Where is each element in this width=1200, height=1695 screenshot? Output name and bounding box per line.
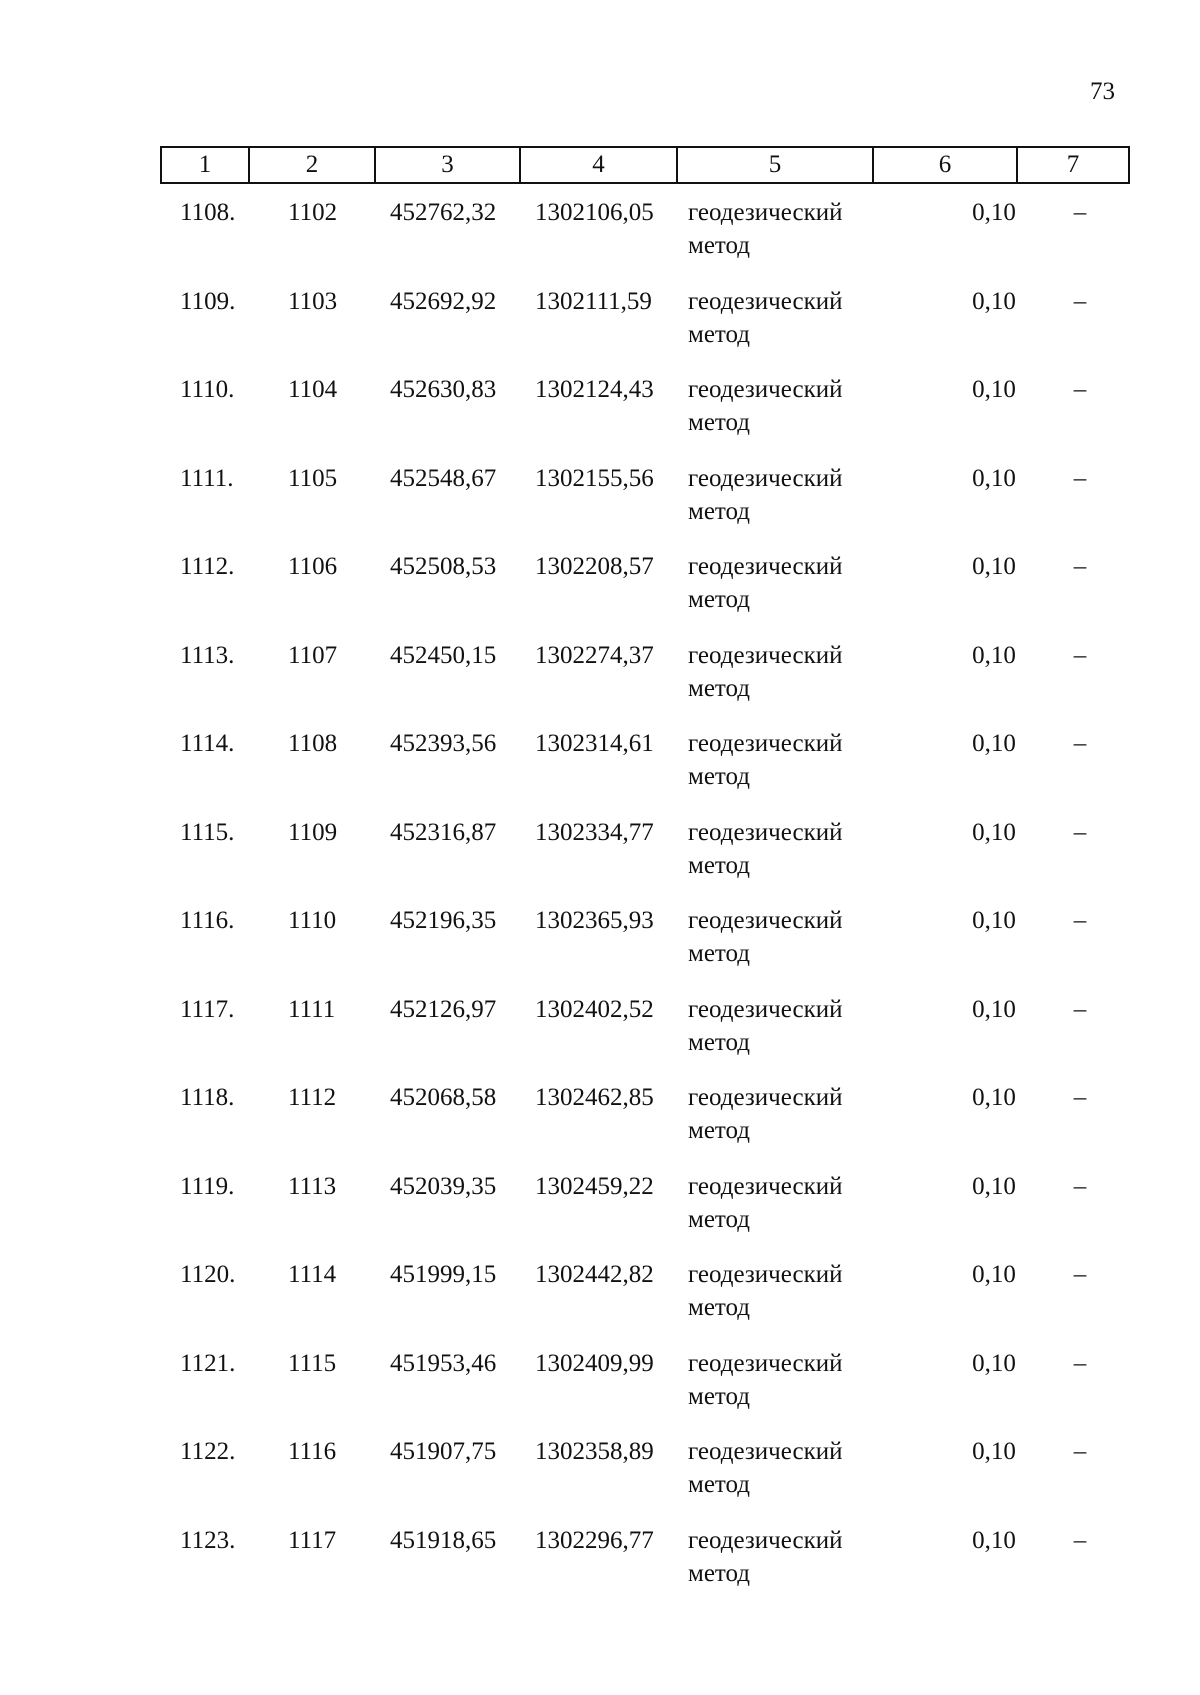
table-row <box>160 550 1128 639</box>
method-line-2: метод <box>688 1559 751 1587</box>
coordinate-x: 452548,67 <box>390 464 497 492</box>
coordinate-x: 452450,15 <box>390 641 497 669</box>
accuracy-value: 0,10 <box>972 199 1016 226</box>
coordinate-y: 1302334,77 <box>535 818 654 846</box>
column-header-7: 7 <box>1017 147 1129 183</box>
coordinate-x: 452393,56 <box>390 730 497 757</box>
coordinate-x: 452692,92 <box>390 287 497 315</box>
method-cell <box>688 727 888 793</box>
method-cell <box>688 1435 888 1501</box>
table-row <box>160 639 1128 728</box>
accuracy-value: 0,10 <box>972 818 1016 846</box>
coordinate-x: 452316,87 <box>390 818 497 846</box>
point-number: 1116 <box>288 1438 337 1465</box>
column-header-5: 5 <box>677 147 873 183</box>
table-row <box>160 373 1128 462</box>
note-value: – <box>1073 287 1087 315</box>
coordinate-x: 452196,35 <box>390 907 497 934</box>
page-number: 73 <box>1090 78 1115 105</box>
table-row <box>160 1081 1128 1170</box>
column-header-6: 6 <box>873 147 1017 183</box>
note-value: – <box>1073 818 1087 846</box>
table-row <box>160 1347 1128 1436</box>
method-cell <box>688 285 888 351</box>
point-number: 1103 <box>288 287 338 315</box>
method-line-2: метод <box>688 851 751 879</box>
method-line-1: геодезический <box>688 1438 843 1465</box>
coordinate-x: 452762,32 <box>390 199 497 226</box>
table-row <box>160 1524 1128 1613</box>
method-cell <box>688 1170 888 1236</box>
point-number: 1104 <box>288 376 338 403</box>
accuracy-value: 0,10 <box>972 1084 1016 1111</box>
point-number: 1102 <box>288 199 338 226</box>
coordinate-y: 1302296,77 <box>535 1526 654 1554</box>
accuracy-value: 0,10 <box>972 907 1016 934</box>
method-line-1: геодезический <box>688 553 843 580</box>
accuracy-value: 0,10 <box>972 287 1016 315</box>
table-row <box>160 727 1128 816</box>
point-number: 1109 <box>288 818 338 846</box>
row-number: 1115. <box>180 818 235 846</box>
point-number: 1105 <box>288 464 338 492</box>
method-line-2: метод <box>688 586 751 613</box>
row-number: 1120. <box>180 1261 236 1288</box>
method-line-1: геодезический <box>688 641 843 669</box>
table-row <box>160 285 1128 374</box>
accuracy-value: 0,10 <box>972 1526 1016 1554</box>
table-row <box>160 462 1128 551</box>
point-number: 1115 <box>288 1349 337 1377</box>
method-line-1: геодезический <box>688 199 843 226</box>
coordinate-y: 1302208,57 <box>535 553 654 580</box>
row-number: 1122. <box>180 1438 236 1465</box>
method-cell <box>688 816 888 882</box>
coordinate-y: 1302111,59 <box>535 287 652 315</box>
point-number: 1106 <box>288 553 338 580</box>
note-value: – <box>1073 995 1087 1023</box>
method-line-2: метод <box>688 940 751 967</box>
accuracy-value: 0,10 <box>972 553 1016 580</box>
row-number: 1114. <box>180 730 235 757</box>
method-cell <box>688 373 888 439</box>
point-number: 1113 <box>288 1172 337 1200</box>
method-line-1: геодезический <box>688 464 843 492</box>
table-row <box>160 1170 1128 1259</box>
note-value: – <box>1073 1084 1087 1111</box>
method-line-1: геодезический <box>688 1084 843 1111</box>
method-cell <box>688 904 888 970</box>
row-number: 1110. <box>180 376 235 403</box>
point-number: 1111 <box>288 995 336 1023</box>
method-line-2: метод <box>688 674 751 702</box>
coordinate-y: 1302124,43 <box>535 376 654 403</box>
table-body <box>160 196 1128 1612</box>
coordinate-y: 1302274,37 <box>535 641 654 669</box>
point-number: 1112 <box>288 1084 337 1111</box>
column-header-row <box>161 147 1129 183</box>
note-value: – <box>1073 730 1087 757</box>
coordinate-y: 1302358,89 <box>535 1438 654 1465</box>
method-cell <box>688 550 888 616</box>
row-number: 1119. <box>180 1172 235 1200</box>
coordinate-y: 1302442,82 <box>535 1261 654 1288</box>
coordinate-x: 452630,83 <box>390 376 497 403</box>
coordinate-x: 451999,15 <box>390 1261 497 1288</box>
point-number: 1107 <box>288 641 338 669</box>
method-line-1: геодезический <box>688 730 843 757</box>
accuracy-value: 0,10 <box>972 730 1016 757</box>
method-line-2: метод <box>688 1294 751 1321</box>
coordinate-y: 1302402,52 <box>535 995 654 1023</box>
accuracy-value: 0,10 <box>972 641 1016 669</box>
note-value: – <box>1073 376 1087 403</box>
note-value: – <box>1073 1526 1087 1554</box>
coordinate-y: 1302314,61 <box>535 730 654 757</box>
row-number: 1108. <box>180 199 236 226</box>
method-cell <box>688 1524 888 1590</box>
point-number: 1117 <box>288 1526 337 1554</box>
coordinate-y: 1302459,22 <box>535 1172 654 1200</box>
coordinate-x: 451907,75 <box>390 1438 497 1465</box>
method-line-2: метод <box>688 1028 751 1056</box>
method-line-2: метод <box>688 1117 751 1144</box>
table-row <box>160 904 1128 993</box>
row-number: 1111. <box>180 464 234 492</box>
column-header-table <box>160 146 1130 184</box>
method-cell <box>688 1081 888 1147</box>
note-value: – <box>1073 464 1087 492</box>
row-number: 1112. <box>180 553 235 580</box>
method-cell <box>688 993 888 1059</box>
note-value: – <box>1073 553 1087 580</box>
row-number: 1123. <box>180 1526 236 1554</box>
coordinate-x: 451918,65 <box>390 1526 497 1554</box>
coordinate-x: 451953,46 <box>390 1349 497 1377</box>
method-cell <box>688 639 888 705</box>
method-line-2: метод <box>688 763 751 790</box>
row-number: 1109. <box>180 287 236 315</box>
method-line-2: метод <box>688 232 751 259</box>
method-line-1: геодезический <box>688 818 843 846</box>
coordinate-y: 1302365,93 <box>535 907 654 934</box>
method-line-2: метод <box>688 409 751 436</box>
accuracy-value: 0,10 <box>972 1438 1016 1465</box>
table-row <box>160 1258 1128 1347</box>
method-line-2: метод <box>688 320 751 348</box>
note-value: – <box>1073 907 1087 934</box>
method-cell <box>688 196 888 262</box>
method-line-1: геодезический <box>688 287 843 315</box>
column-header-1: 1 <box>161 147 249 183</box>
note-value: – <box>1073 1261 1087 1288</box>
accuracy-value: 0,10 <box>972 1261 1016 1288</box>
point-number: 1108 <box>288 730 338 757</box>
note-value: – <box>1073 199 1087 226</box>
method-line-1: геодезический <box>688 1526 843 1554</box>
method-cell <box>688 1258 888 1324</box>
coordinate-y: 1302409,99 <box>535 1349 654 1377</box>
method-line-1: геодезический <box>688 995 843 1023</box>
coordinate-x: 452508,53 <box>390 553 497 580</box>
method-line-2: метод <box>688 1471 751 1498</box>
method-line-2: метод <box>688 497 751 525</box>
method-line-1: геодезический <box>688 907 843 934</box>
point-number: 1110 <box>288 907 337 934</box>
method-line-1: геодезический <box>688 1349 843 1377</box>
method-cell <box>688 462 888 528</box>
table-row <box>160 196 1128 285</box>
method-line-1: геодезический <box>688 1261 843 1288</box>
coordinate-x: 452039,35 <box>390 1172 497 1200</box>
coordinate-x: 452068,58 <box>390 1084 497 1111</box>
coordinate-y: 1302106,05 <box>535 199 654 226</box>
accuracy-value: 0,10 <box>972 1349 1016 1377</box>
method-line-1: геодезический <box>688 376 843 403</box>
column-header-3: 3 <box>375 147 520 183</box>
accuracy-value: 0,10 <box>972 464 1016 492</box>
point-number: 1114 <box>288 1261 337 1288</box>
accuracy-value: 0,10 <box>972 995 1016 1023</box>
coordinate-y: 1302155,56 <box>535 464 654 492</box>
column-header-2: 2 <box>249 147 375 183</box>
note-value: – <box>1073 641 1087 669</box>
method-line-2: метод <box>688 1205 751 1233</box>
row-number: 1121. <box>180 1349 236 1377</box>
table-row <box>160 1435 1128 1524</box>
table-row <box>160 816 1128 905</box>
column-header-4: 4 <box>520 147 677 183</box>
coordinate-y: 1302462,85 <box>535 1084 654 1111</box>
row-number: 1113. <box>180 641 235 669</box>
accuracy-value: 0,10 <box>972 376 1016 403</box>
method-line-2: метод <box>688 1382 751 1410</box>
method-cell <box>688 1347 888 1413</box>
row-number: 1116. <box>180 907 235 934</box>
accuracy-value: 0,10 <box>972 1172 1016 1200</box>
note-value: – <box>1073 1349 1087 1377</box>
note-value: – <box>1073 1172 1087 1200</box>
method-line-1: геодезический <box>688 1172 843 1200</box>
coordinate-x: 452126,97 <box>390 995 497 1023</box>
row-number: 1117. <box>180 995 235 1023</box>
row-number: 1118. <box>180 1084 235 1111</box>
note-value: – <box>1073 1438 1087 1465</box>
table-row <box>160 993 1128 1082</box>
